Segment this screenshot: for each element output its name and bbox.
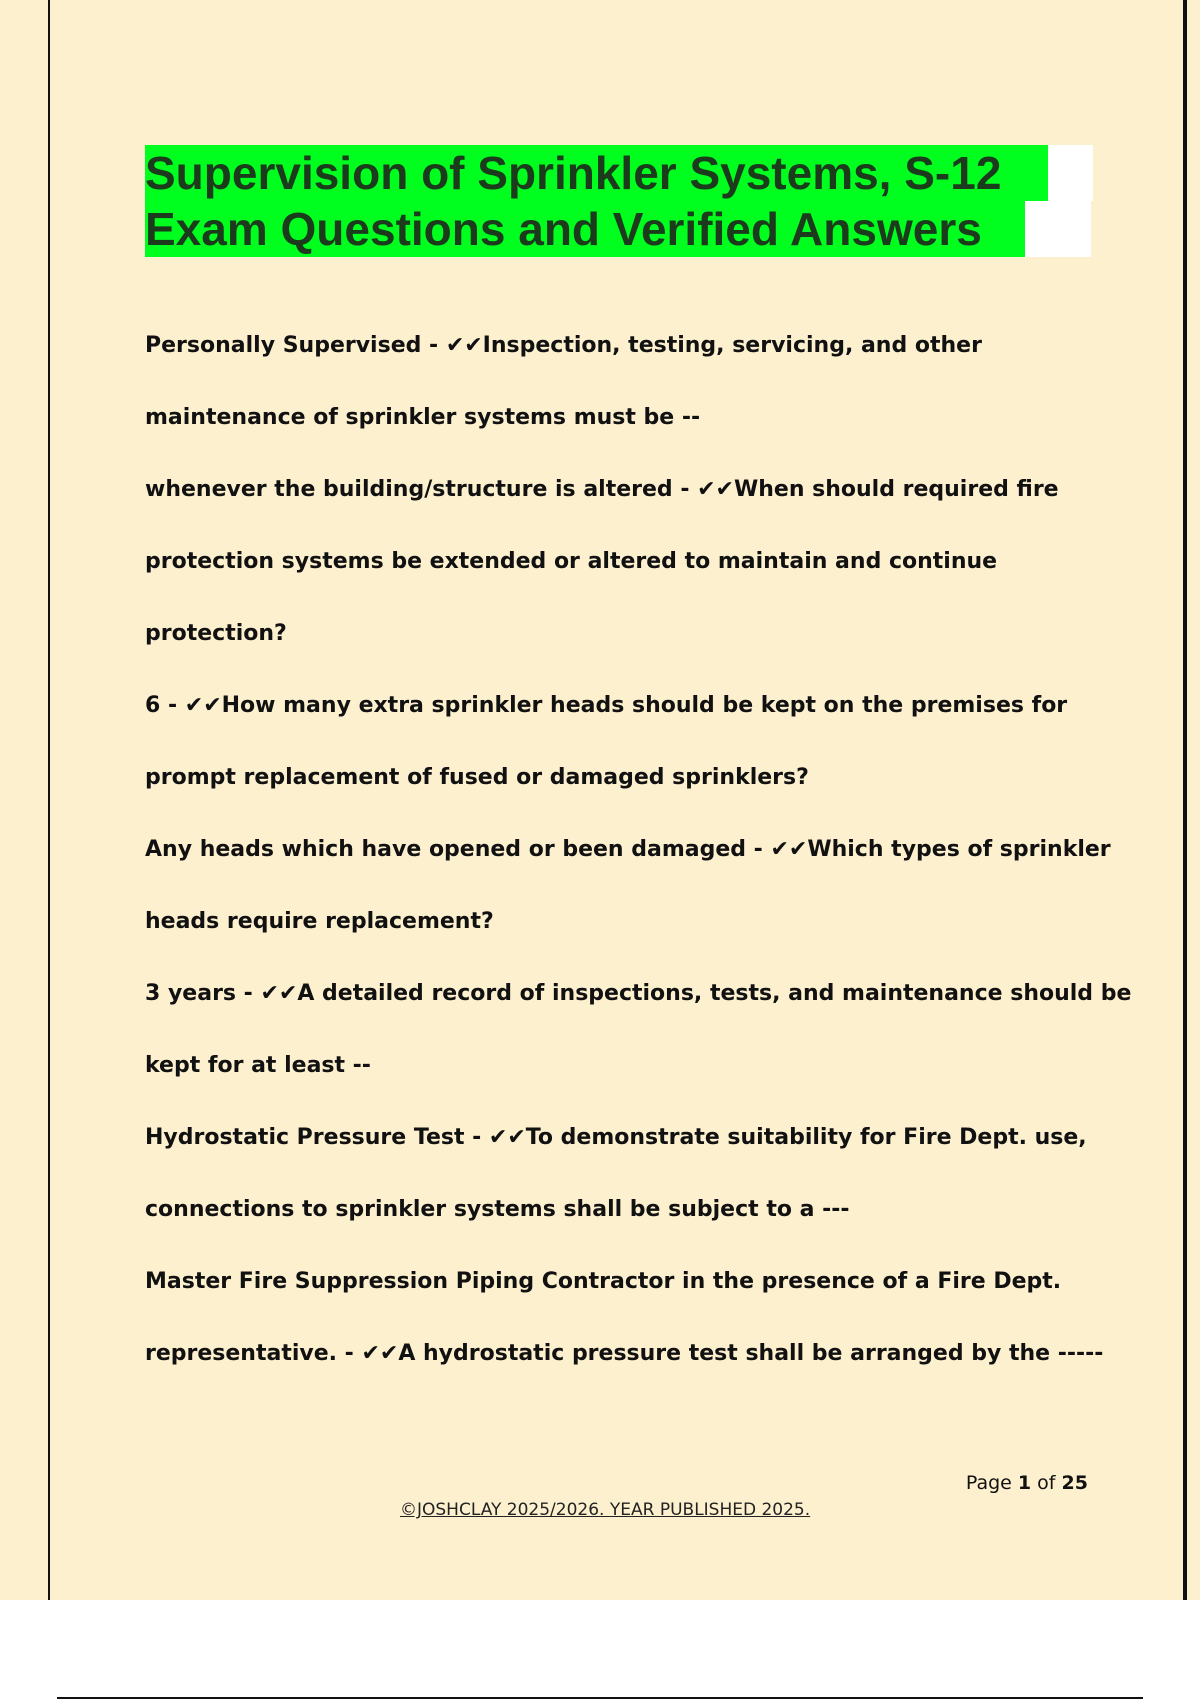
title-line-2 (145, 201, 1091, 257)
text-line: kept for at least -- (145, 1053, 371, 1078)
text-line: Master Fire Suppression Piping Contractor in the presence of a Fire Dept. (145, 1269, 1062, 1294)
page-label: Page (965, 1472, 1012, 1494)
text-line: protection systems be extended or altered to maintain and continue (145, 549, 998, 574)
title-line-1 (145, 145, 1091, 201)
page-current: 1 (1017, 1472, 1032, 1494)
text-line: heads require replacement? (145, 909, 494, 934)
text-line: whenever the building/structure is altered - ✔✔When should required fire (145, 477, 1059, 502)
copyright-footer: ©JOSHCLAY 2025/2026. YEAR PUBLISHED 2025. (400, 1500, 811, 1520)
title-line-1-white-box (1048, 145, 1093, 201)
page-total: 25 (1061, 1472, 1088, 1494)
title-line-2-white-box (1025, 201, 1091, 257)
text-line: Hydrostatic Pressure Test - ✔✔To demonstrate suitability for Fire Dept. use, (145, 1125, 1087, 1150)
text-line: 3 years - ✔✔A detailed record of inspections, tests, and maintenance should be (145, 981, 1132, 1006)
text-line: Any heads which have opened or been damaged - ✔✔Which types of sprinkler (145, 837, 1111, 862)
right-border-line (1183, 0, 1187, 1600)
text-line: connections to sprinkler systems shall be subject to a --- (145, 1197, 850, 1222)
text-line: protection? (145, 621, 287, 646)
text-line: prompt replacement of fused or damaged sprinklers? (145, 765, 809, 790)
text-line: Personally Supervised - ✔✔Inspection, testing, servicing, and other (145, 333, 982, 358)
text-line: 6 - ✔✔How many extra sprinkler heads should be kept on the premises for (145, 693, 1068, 718)
title-line-2-text: Exam Questions and Verified Answers (145, 201, 1025, 257)
left-border-line (48, 0, 50, 1600)
title-line-1-text: Supervision of Sprinkler Systems, S-12 (145, 145, 1048, 201)
document-title (145, 145, 1091, 257)
text-line: maintenance of sprinkler systems must be -- (145, 405, 701, 430)
text-line: representative. - ✔✔A hydrostatic pressure test shall be arranged by the ----- (145, 1341, 1104, 1366)
qa-text-body (145, 315, 1132, 1395)
next-page-top-rule (57, 1697, 1143, 1699)
page-of: of (1037, 1472, 1056, 1494)
page-number (966, 1472, 1088, 1494)
